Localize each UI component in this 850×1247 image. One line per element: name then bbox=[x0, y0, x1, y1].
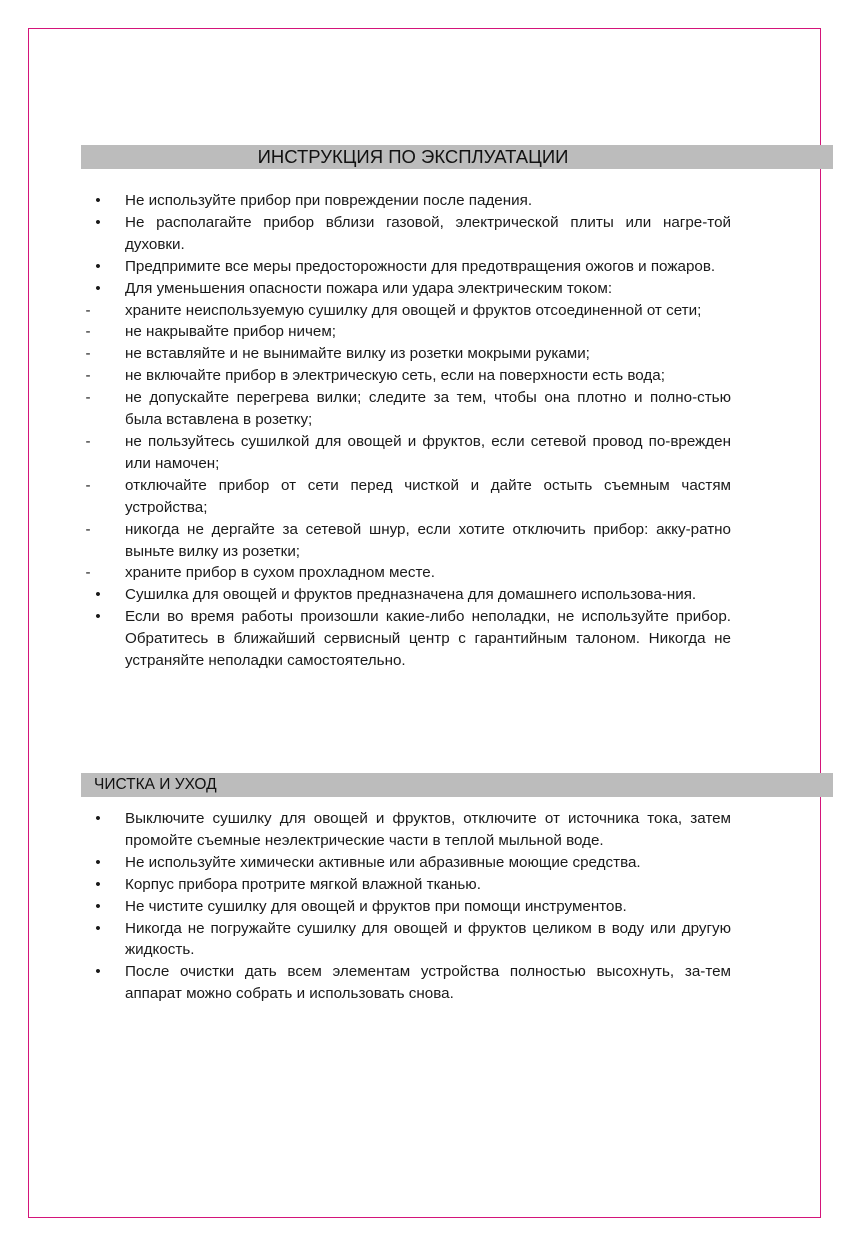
dash-marker: - bbox=[85, 520, 91, 538]
list-item-text: Не располагайте прибор вблизи газовой, электрической плиты или нагре-той духовки. bbox=[125, 213, 731, 253]
instructions-title: ИНСТРУКЦИЯ ПО ЭКСПЛУАТАЦИИ bbox=[257, 146, 569, 167]
dash-marker: - bbox=[85, 432, 91, 450]
list-item-text: не накрывайте прибор ничем; bbox=[125, 323, 337, 341]
list-item-text: не вставляйте и не вынимайте вилку из розетки мокрыми руками; bbox=[125, 345, 590, 363]
list-subitem bbox=[86, 562, 731, 584]
bullet-marker: • bbox=[95, 853, 101, 871]
list-item-text: Выключите сушилку для овощей и фруктов, отключите от источника тока, затем промойте съемные неэлектрические части в теплой мыльной воде. bbox=[125, 810, 731, 849]
list-item bbox=[86, 278, 731, 300]
bullet-marker: • bbox=[95, 875, 101, 893]
list-item-text: Не используйте химически активные или абразивные моющие средства. bbox=[125, 853, 641, 871]
list-item-text: Не используйте прибор при повреждении после падения. bbox=[125, 192, 533, 209]
dash-marker: - bbox=[85, 564, 91, 582]
list-item-text: Для уменьшения опасности пожара или удара электрическим током: bbox=[125, 279, 613, 297]
list-item bbox=[86, 606, 731, 672]
dash-marker: - bbox=[85, 301, 91, 319]
list-item bbox=[86, 961, 731, 1005]
list-item-text: Сушилка для овощей и фруктов предназначена для домашнего использова-ния. bbox=[125, 586, 697, 604]
list-item bbox=[86, 256, 731, 278]
list-item bbox=[86, 808, 731, 852]
list-item-text: После очистки дать всем элементам устройства полностью высохнуть, за-тем аппарат можно собрать и использовать снова. bbox=[125, 963, 731, 1003]
list-subitem bbox=[86, 343, 731, 365]
list-subitem bbox=[86, 475, 731, 519]
list-item-text: отключайте прибор от сети перед чисткой и дайте остыть съемным частям устройства; bbox=[125, 476, 731, 516]
list-item bbox=[86, 852, 731, 874]
care-list bbox=[86, 808, 731, 1005]
instructions-list bbox=[86, 190, 731, 672]
dash-marker: - bbox=[85, 345, 91, 363]
list-item-text: не пользуйтесь сушилкой для овощей и фруктов, если сетевой провод по-врежден или намочен; bbox=[125, 432, 731, 472]
bullet-marker: • bbox=[95, 963, 101, 981]
bullet-marker: • bbox=[95, 213, 101, 231]
list-item-text: не включайте прибор в электрическую сеть, если на поверхности есть вода; bbox=[125, 367, 665, 385]
dash-marker: - bbox=[85, 367, 91, 385]
bullet-marker: • bbox=[95, 279, 101, 297]
dash-marker: - bbox=[85, 476, 91, 494]
list-item-text: Никогда не погружайте сушилку для овощей и фруктов целиком в воду или другую жидкость. bbox=[125, 919, 731, 959]
list-item-text: Корпус прибора протрите мягкой влажной тканью. bbox=[125, 875, 481, 893]
list-item bbox=[86, 874, 731, 896]
list-subitem bbox=[86, 365, 731, 387]
list-subitem bbox=[86, 519, 731, 563]
bullet-marker: • bbox=[95, 897, 101, 915]
bullet-marker: • bbox=[95, 608, 101, 626]
dash-marker: - bbox=[85, 323, 91, 341]
list-item-text: никогда не дергайте за сетевой шнур, если хотите отключить прибор: акку-ратно выньте вилку из розетки; bbox=[125, 520, 731, 560]
list-item bbox=[86, 584, 731, 606]
list-item-text: Предпримите все меры предосторожности для предотвращения ожогов и пожаров. bbox=[125, 257, 716, 275]
list-item bbox=[86, 212, 731, 256]
dash-marker: - bbox=[85, 389, 91, 407]
care-title: ЧИСТКА И УХОД bbox=[94, 776, 217, 793]
bullet-marker: • bbox=[95, 919, 101, 937]
bullet-marker: • bbox=[95, 192, 101, 209]
list-item bbox=[86, 896, 731, 918]
list-subitem bbox=[86, 300, 731, 322]
list-item bbox=[86, 190, 731, 212]
care-heading bbox=[81, 773, 833, 797]
list-subitem bbox=[86, 431, 731, 475]
list-subitem bbox=[86, 387, 731, 431]
list-item-text: храните неиспользуемую сушилку для овощей и фруктов отсоединенной от сети; bbox=[125, 301, 702, 319]
list-subitem bbox=[86, 321, 731, 343]
list-item bbox=[86, 918, 731, 962]
bullet-marker: • bbox=[95, 810, 101, 827]
bullet-marker: • bbox=[95, 586, 101, 604]
list-item-text: Не чистите сушилку для овощей и фруктов при помощи инструментов. bbox=[125, 897, 627, 915]
bullet-marker: • bbox=[95, 257, 101, 275]
list-item-text: Если во время работы произошли какие-либо неполадки, не используйте прибор. Обратитесь в ближайший сервисный центр с гарантийным талоном. Никогда не устраняйте неполадки самостоятельно. bbox=[125, 608, 731, 670]
instructions-heading bbox=[81, 145, 833, 169]
list-item-text: храните прибор в сухом прохладном месте. bbox=[125, 564, 435, 582]
list-item-text: не допускайте перегрева вилки; следите за тем, чтобы она плотно и полно-стью была вставлена в розетку; bbox=[125, 389, 731, 429]
